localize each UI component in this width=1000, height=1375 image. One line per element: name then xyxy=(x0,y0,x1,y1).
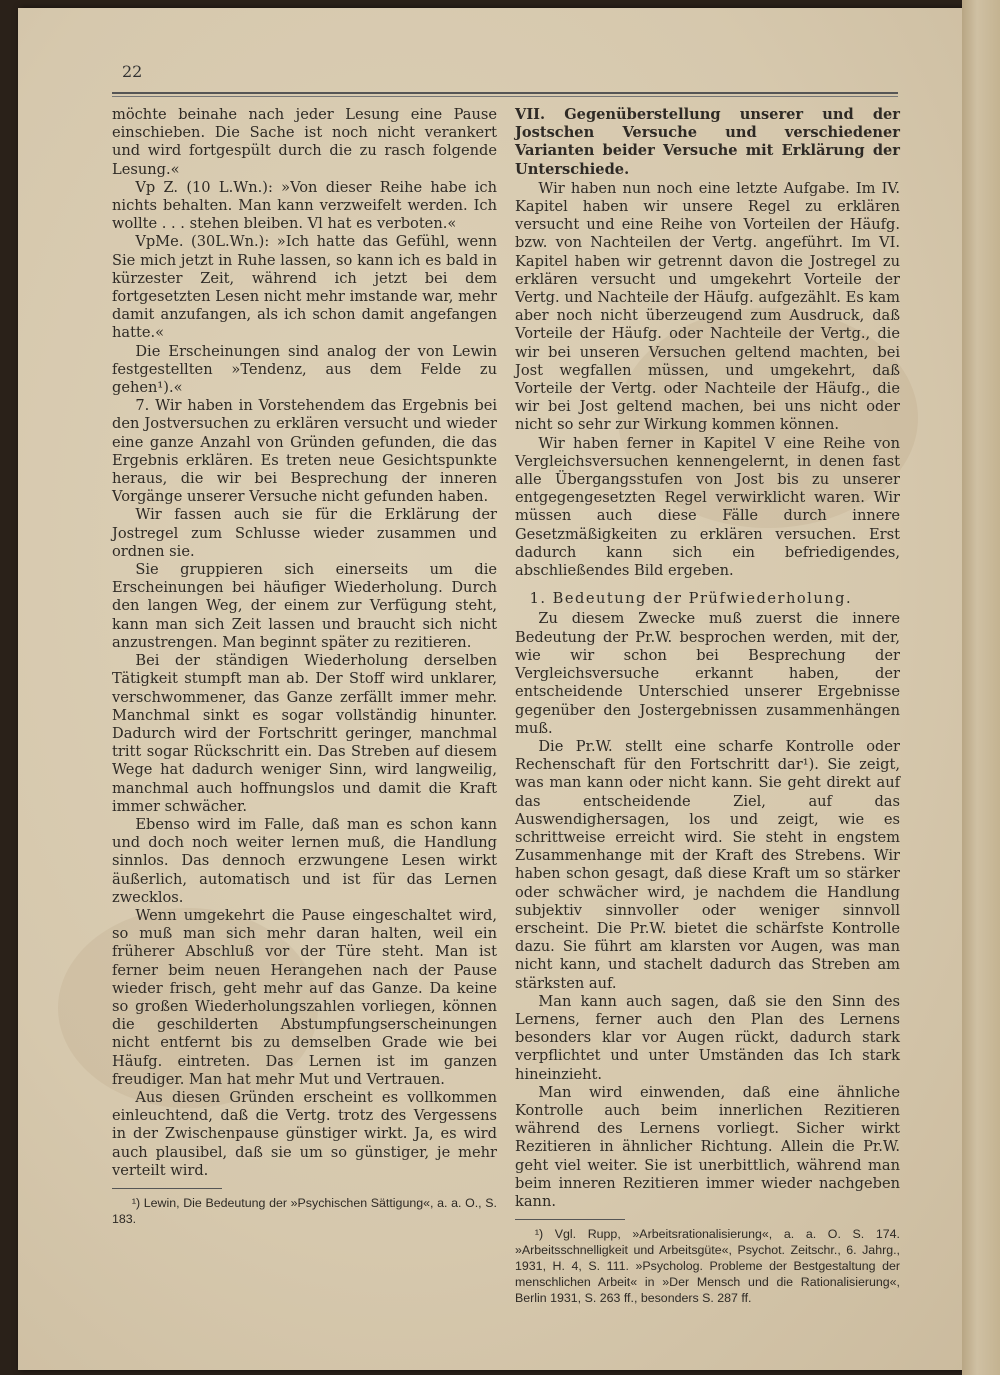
paragraph: Bei der ständigen Wiederholung derselben Tätigkeit stumpft man ab. Der Stoff wird unklarer, verschwommener, das Ganze zerfällt immer mehr. Manchmal sinkt es sogar vollständig hinunter. Dadurch wird der Fortschritt geringer, manchmal tritt sogar Rückschritt ein. Das Streben auf diesem Wege hat dadurch weniger Sinn, wird langweilig, manchmal auch hoffnungslos und damit die Kraft immer schwächer. xyxy=(112,652,497,815)
paragraph: Ebenso wird im Falle, daß man es schon kann und doch noch weiter lernen muß, die Handlung sinnlos. Das dennoch erzwungene Lesen wirkt äußerlich, automatisch und ist für das Lernen zwecklos. xyxy=(112,815,497,906)
paragraph: Wenn umgekehrt die Pause eingeschaltet wird, so muß man sich mehr daran halten, weil ein früherer Abschluß vor der Türe steht. Man ist ferner beim neuen Herangehen nach der Pause wieder frisch, geht mehr auf das Ganze. Da keine so großen Wiederholungszahlen vorliegen, können die geschilderten Abstumpfungserscheinungen nicht entfernt bis zu demselben Grade wie bei Häufg. eintreten. Das Lernen ist im ganzen freudiger. Man hat mehr Mut und Vertrauen. xyxy=(112,906,497,1088)
left-column xyxy=(112,106,497,1227)
page-number: 22 xyxy=(122,62,143,81)
paragraph: 7. Wir haben in Vorstehendem das Ergebnis bei den Jostversuchen zu erklären versucht und wieder eine ganze Anzahl von Gründen gefunden, die das Ergebnis erklären. Es treten neue Gesichtspunkte heraus, die wir bei Besprechung der inneren Vorgänge unserer Versuche nicht gefunden haben. xyxy=(112,397,497,506)
paragraph: Man wird einwenden, daß eine ähnliche Kontrolle auch beim innerlichen Rezitieren während des Lernens vorliegt. Sicher wirkt Rezitieren in ähnlicher Richtung. Allein die Pr.W. geht viel weiter. Sie ist unerbittlich, während man beim inneren Rezitieren immer wieder nachgeben kann. xyxy=(515,1083,900,1210)
paragraph: VpMe. (30L.Wn.): »Ich hatte das Gefühl, wenn Sie mich jetzt in Ruhe lassen, so kann ich es bald in kürzester Zeit, während ich jetzt bei dem fortgesetzten Lesen nicht mehr imstande war, mehr damit anzufangen, als ich schon damit angefangen hatte.« xyxy=(112,233,497,342)
footnote: ¹) Vgl. Rupp, »Arbeitsrationalisierung«, a. a. O. S. 174. »Arbeitsschnelligkeit und Arbeitsgüte«, Psychot. Zeitschr., 6. Jahrg., 1931, H. 4, S. 111. »Psycholog. Probleme der Bestgestaltung der menschlichen Arbeit« in »Der Mensch und die Rationalisierung«, Berlin 1931, S. 263 ff., besonders S. 287 ff. xyxy=(515,1227,900,1306)
paragraph: Die Erscheinungen sind analog der von Lewin festgestellten »Tendenz, aus dem Felde zu gehen¹).« xyxy=(112,342,497,397)
next-page-edge xyxy=(962,0,1000,1375)
paragraph: Zu diesem Zwecke muß zuerst die innere Bedeutung der Pr.W. besprochen werden, mit der, wie wir schon bei Besprechung der Vergleichsversuche erkannt haben, der entscheidende Unterschied unserer Ergebnisse gegenüber den Jostergebnissen zusammenhängen muß. xyxy=(515,610,900,737)
paragraph: Sie gruppieren sich einerseits um die Erscheinungen bei häufiger Wiederholung. Durch den langen Weg, der einem zur Verfügung steht, kann man sich Zeit lassen und braucht sich nicht anzustrengen. Man beginnt später zu rezitieren. xyxy=(112,561,497,651)
paragraph: Vp Z. (10 L.Wn.): »Von dieser Reihe habe ich nichts behalten. Man kann verzweifelt werden. Ich wollte . . . stehen bleiben. Vl hat es verboten.« xyxy=(112,178,497,233)
paragraph: Wir fassen auch sie für die Erklärung der Jostregel zum Schlusse wieder zusammen und ordnen sie. xyxy=(112,506,497,560)
paragraph: Aus diesen Gründen erscheint es vollkommen einleuchtend, daß die Vertg. trotz des Vergessens in der Zwischenpause günstiger wirkt. Ja, es wird auch plausibel, daß sie um so günstiger, je mehr verteilt wird. xyxy=(112,1088,497,1179)
footnote: ¹) Lewin, Die Bedeutung der »Psychischen Sättigung«, a. a. O., S. 183. xyxy=(112,1195,497,1226)
header-rule-thin xyxy=(112,96,898,97)
section-heading: 1. Bedeutung der Prüfwiederholung. xyxy=(529,590,853,608)
paragraph: Wir haben ferner in Kapitel V eine Reihe von Vergleichsversuchen kennengelernt, in denen fast alle Übergangsstufen von Jost bis zu unserer entgegengesetzten Regel verwirklicht waren. Wir müssen auch diese Fälle durch innere Gesetzmäßigkeiten zu erklären versuchen. Erst dadurch kann sich ein befriedigendes, abschließendes Bild ergeben. xyxy=(515,434,900,580)
paragraph: Man kann auch sagen, daß sie den Sinn des Lernens, ferner auch den Plan des Lernens besonders klar vor Augen rückt, dadurch stark verpflichtet und unter Umständen das Ich stark hineinzieht. xyxy=(515,992,900,1083)
footnote-rule xyxy=(515,1219,625,1220)
paragraph: Wir haben nun noch eine letzte Aufgabe. Im IV. Kapitel haben wir unsere Regel zu erklären versucht und eine Reihe von Vorteilen der Häufg. bzw. von Nachteilen der Vertg. angeführt. Im VI. Kapitel haben wir getrennt davon die Jostregel zu erklären versucht und umgekehrt Vorteile der Vertg. und Nachteile der Häufg. aufgezählt. Es kam aber noch nicht überzeugend zum Ausdruck, daß Vorteile der Häufg. oder Nachteile der Vertg., die wir bei unseren Versuchen geltend machten, bei Jost wegfallen müssen, und umgekehrt, daß Vorteile der Vertg. oder Nachteile der Häufg., die wir bei Jost geltend machen, bei uns nicht oder nicht so sehr zur Wirkung kommen können. xyxy=(515,179,900,434)
right-column xyxy=(515,106,900,1306)
header-rule xyxy=(112,92,898,94)
chapter-heading: VII. Gegenüberstellung unserer und der Jostschen Versuche und verschiedener Varianten beider Versuche mit Erklärung der Unterschiede. xyxy=(515,106,900,178)
footnote-rule xyxy=(112,1188,222,1189)
paragraph: Die Pr.W. stellt eine scharfe Kontrolle oder Rechenschaft für den Fortschritt dar¹). Sie zeigt, was man kann oder nicht kann. Sie geht direkt auf das entscheidende Ziel, auf das Auswendighersagen, los und zeigt, wie es schrittweise erreicht wird. Sie steht in engstem Zusammenhange mit der Kraft des Strebens. Wir haben schon gesagt, daß diese Kraft um so stärker oder schwächer wird, je nachdem die Handlung subjektiv sinnvoller oder weniger sinnvoll erscheint. Die Pr.W. bietet die schärfste Kontrolle dazu. Sie führt am klarsten vor Augen, was man nicht kann, und stachelt dadurch das Streben am stärksten auf. xyxy=(515,737,900,992)
paragraph: möchte beinahe nach jeder Lesung eine Pause einschieben. Die Sache ist noch nicht verankert und wird fortgespült durch die zu rasch folgende Lesung.« xyxy=(112,106,497,178)
